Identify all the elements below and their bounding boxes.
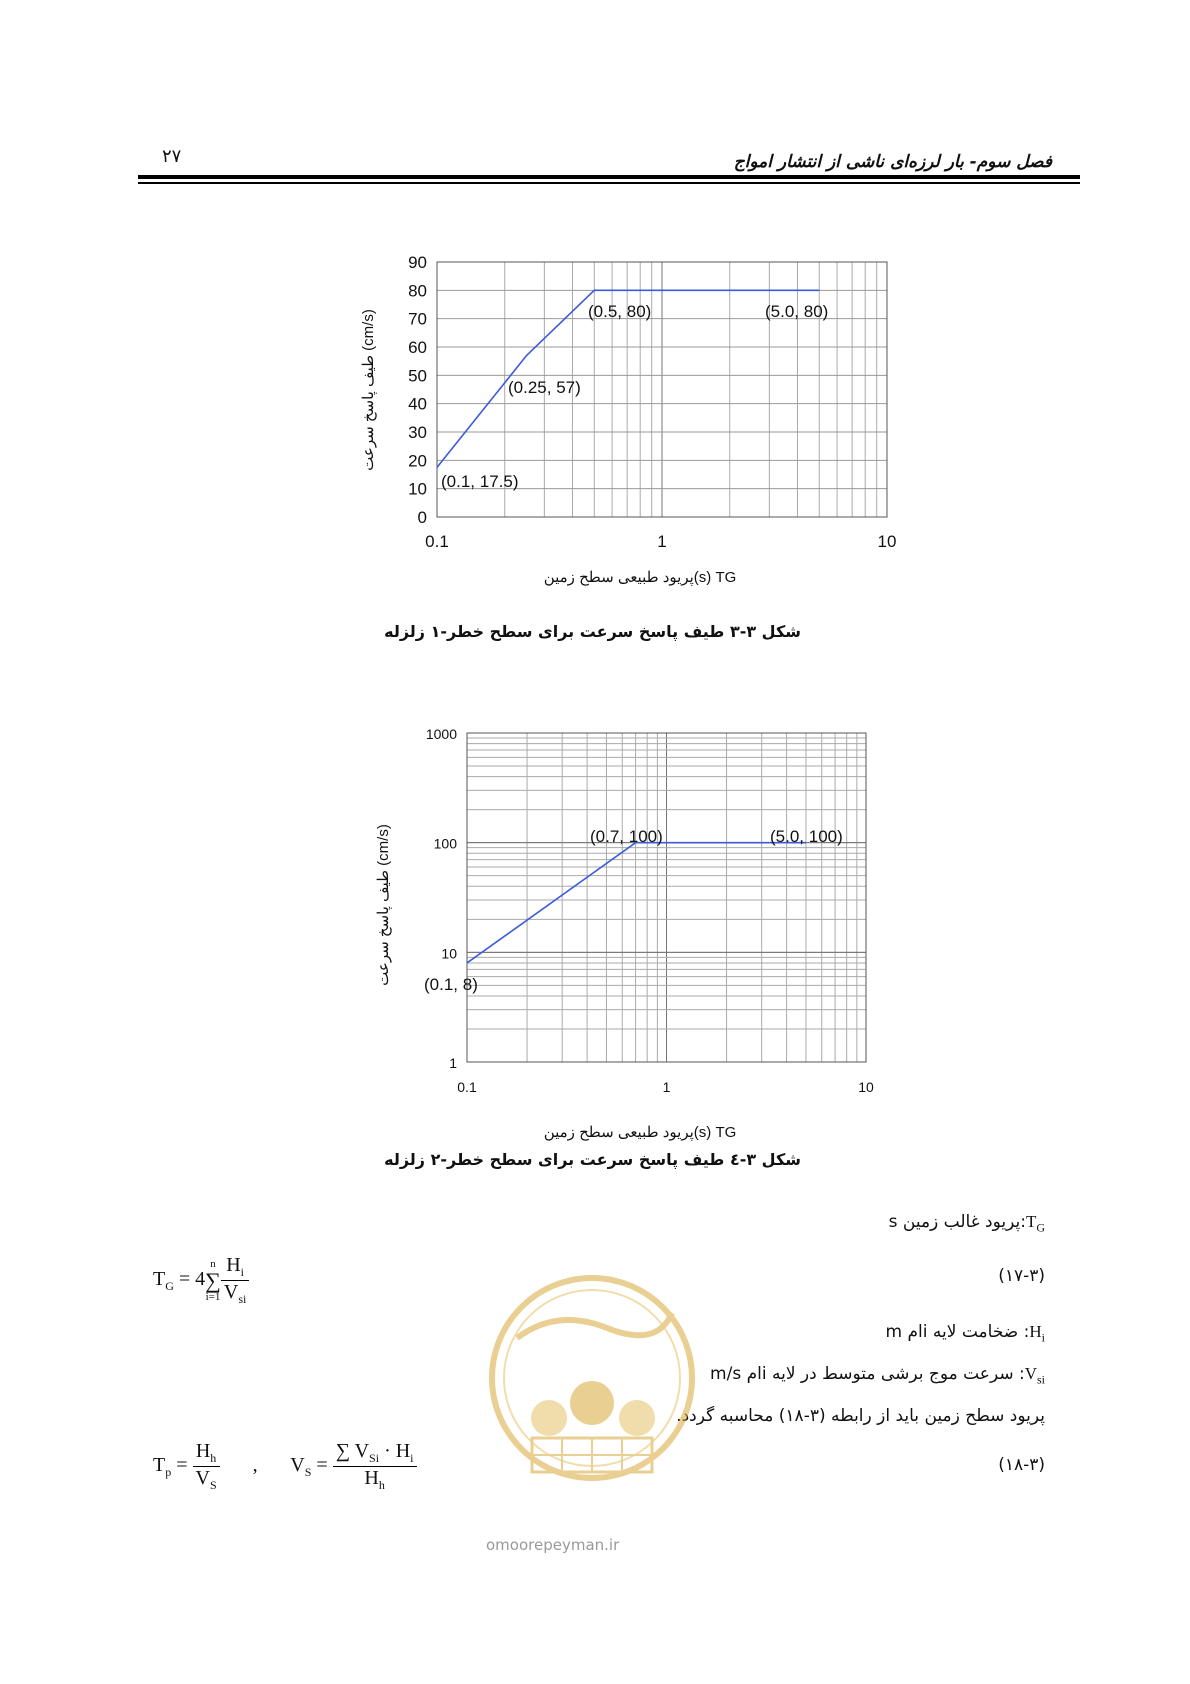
y-tick-label: 70 bbox=[408, 309, 427, 329]
vsi-definition bbox=[710, 1364, 1045, 1387]
y-tick-label: 50 bbox=[408, 366, 427, 386]
figure-caption-1: شکل ۳-۳ طیف پاسخ سرعت برای سطح خطر-۱ زلزله bbox=[384, 622, 801, 641]
chapter-title: فصل سوم- بار لرزه‌ای ناشی از انتشار امواج bbox=[733, 152, 1052, 172]
tg-definition-text: :پریود غالب زمین s bbox=[888, 1212, 1026, 1232]
y-tick-label: 30 bbox=[408, 423, 427, 442]
x-tick-label: 10 bbox=[858, 1079, 874, 1095]
y-tick-label: 100 bbox=[433, 835, 457, 852]
equation-17: $T_G = 4n$ ∑ i=1 $\frac{H_i}{V_{si}}$ bbox=[153, 1254, 249, 1307]
watermark-logo bbox=[487, 1268, 697, 1528]
x-axis-label: پریود طبیعی سطح زمین(s) TG bbox=[543, 569, 737, 586]
hi-definition bbox=[886, 1322, 1045, 1345]
y-tick-label: 60 bbox=[408, 338, 427, 357]
y-tick-label: 10 bbox=[408, 479, 427, 499]
vsi-definition-text: : سرعت موج برشی متوسط در لایه iام m/s bbox=[710, 1364, 1025, 1384]
x-tick-label: 1 bbox=[662, 1079, 671, 1095]
y-tick-label: 1000 bbox=[425, 726, 457, 742]
data-label: (0.7, 100) bbox=[590, 827, 663, 846]
y-tick-label: 80 bbox=[408, 281, 427, 301]
x-tick-label: 1 bbox=[657, 532, 667, 551]
x-axis-label: پریود طبیعی سطح زمین(s) TG bbox=[543, 1124, 737, 1141]
x-tick-label: 10 bbox=[877, 532, 897, 551]
hi-symbol: $H_i$ bbox=[1029, 1322, 1045, 1345]
eq18-intro: پریود سطح زمین باید از رابطه (۳-۱۸) محاسبه گردد. bbox=[676, 1406, 1045, 1426]
figure-caption-2: شکل ۳-٤ طیف پاسخ سرعت برای سطح خطر-۲ زلزله bbox=[384, 1150, 801, 1169]
tg-definition bbox=[889, 1212, 1045, 1235]
data-label: (5.0, 100) bbox=[770, 827, 843, 846]
equation-17-number: (۱۷-۳) bbox=[998, 1266, 1045, 1286]
equation-18: $T_p$ = $\frac{H_h}{V_S}$ , $V_S$ = $\frac{\sum V_{Si} \cdot H_i}{H_h}$ bbox=[153, 1440, 417, 1493]
y-axis-label: طیف پاسخ سرعت (cm/s) bbox=[360, 309, 377, 471]
hi-definition-text: : ضخامت لایه iام m bbox=[885, 1322, 1030, 1342]
y-tick-label: 1 bbox=[449, 1055, 457, 1071]
data-label: (0.25, 57) bbox=[508, 378, 581, 397]
y-axis-label: طیف پاسخ سرعت (cm/s) bbox=[375, 824, 392, 986]
data-label: (0.1, 8) bbox=[424, 975, 478, 994]
y-tick-label: 40 bbox=[408, 394, 427, 414]
x-tick-label: 0.1 bbox=[425, 532, 449, 551]
y-tick-label: 0 bbox=[417, 508, 427, 527]
y-tick-label: 20 bbox=[408, 451, 427, 471]
vsi-symbol: $V_{si}$ bbox=[1024, 1364, 1045, 1387]
series-line bbox=[467, 843, 806, 963]
data-label: (5.0, 80) bbox=[765, 302, 829, 321]
page-number: ۲۷ bbox=[162, 146, 182, 167]
equation-18-number: (۱۸-۳) bbox=[998, 1455, 1045, 1475]
data-label: (0.5, 80) bbox=[588, 302, 652, 321]
tg-symbol: $T_G$ bbox=[1025, 1212, 1045, 1235]
x-tick-label: 0.1 bbox=[457, 1079, 477, 1095]
y-tick-label: 10 bbox=[441, 945, 457, 962]
watermark-text: omoorepeyman.ir bbox=[486, 1536, 620, 1554]
data-label: (0.1, 17.5) bbox=[441, 472, 519, 491]
y-tick-label: 90 bbox=[408, 253, 427, 272]
